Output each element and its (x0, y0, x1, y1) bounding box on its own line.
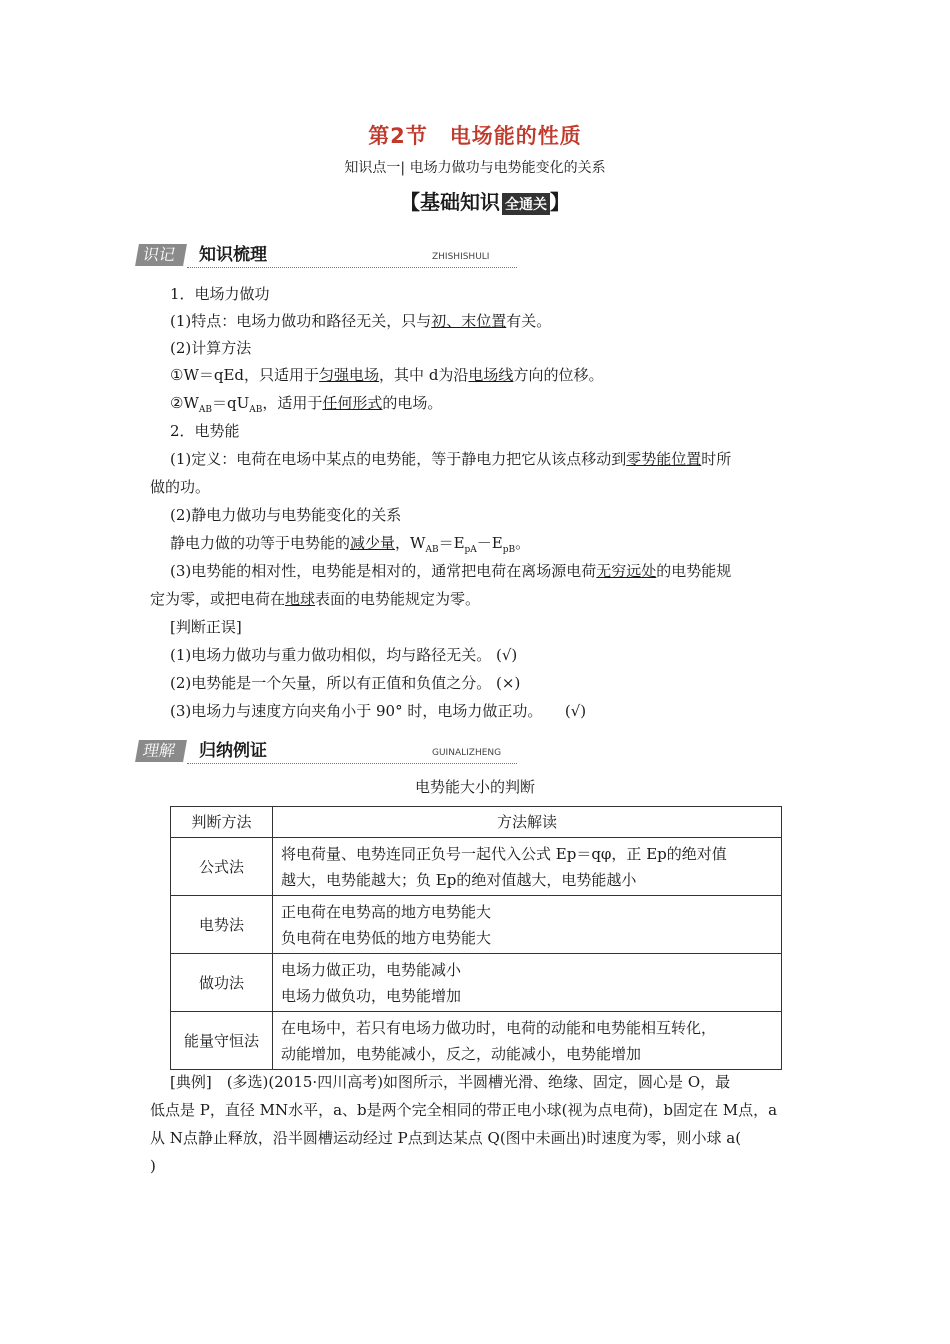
table-header: 判断方法 (171, 807, 273, 838)
text-line: (1)特点：电场力做功和路径无关，只与初、末位置有关。 (170, 312, 552, 330)
table-cell-method: 公式法 (171, 838, 273, 896)
section-name: 归纳例证 (199, 741, 267, 761)
table-cell-desc: 正电荷在电势高的地方电势能大 负电荷在电势低的地方电势能大 (273, 896, 782, 954)
table-cell-method: 电势法 (171, 896, 273, 954)
text-line: (2)计算方法 (170, 339, 252, 357)
text-line: $②W_{AB}=qU_{AB}$，适用于任何形式的电场。 (170, 394, 443, 415)
judgement-item: (2)电势能是一个矢量，所以有正值和负值之分。 (×) (170, 674, 521, 692)
section-divider (187, 763, 517, 764)
example-line: 低点是 P，直径 MN水平，a、b是两个完全相同的带正电小球(视为点电荷)，b固定在 M点，a (150, 1101, 778, 1119)
text-line: (2)静电力做功与电势能变化的关系 (170, 506, 402, 524)
table-header: 方法解读 (273, 807, 782, 838)
table-row (171, 838, 782, 896)
section-name: 知识梳理 (199, 245, 267, 265)
table-caption: 电势能大小的判断 (414, 778, 535, 796)
text-line: (3)电势能的相对性，电势能是相对的，通常把电荷在离场源电荷无穷远处的电势能规 (170, 562, 732, 580)
table-header-row (171, 807, 782, 838)
badge-end: 】 (550, 190, 570, 214)
knowledge-point-subtitle: 知识点一| 电场力做功与电势能变化的关系 (344, 160, 606, 176)
example-line: ) (150, 1157, 156, 1175)
table-cell-desc: 电场力做正功，电势能减小 电场力做负功，电势能增加 (273, 954, 782, 1012)
text-line: 2．电势能 (170, 422, 240, 440)
example-line: 从 N点静止释放，沿半圆槽运动经过 P点到达某点 Q(图中未画出)时速度为零，则小球 a( (150, 1129, 742, 1147)
text-line: 静电力做的功等于电势能的减少量，$W_{AB}=E_{pA}-E_{pB}$。 (170, 534, 531, 555)
text-line: (1)定义：电荷在电场中某点的电势能，等于静电力把它从该点移动到零势能位置时所 (170, 450, 732, 468)
section-header-examples (137, 740, 537, 762)
table-row (171, 896, 782, 954)
text-line: 做的功。 (150, 478, 211, 496)
table-cell-desc: 在电场中，若只有电场力做功时，电荷的动能和电势能相互转化， 动能增加，电势能减小，反之，动能减小，电势能增加 (273, 1012, 782, 1070)
judgement-item: (1)电场力做功与重力做功相似，均与路径无关。 (√) (170, 646, 518, 664)
table-cell-method: 做功法 (171, 954, 273, 1012)
badge-box: 全通关 (502, 193, 550, 215)
text-line: [判断正误] (170, 618, 242, 636)
table-cell-desc: 将电荷量、电势连同正负号一起代入公式 Ep＝qφ，正 Ep的绝对值 越大，电势能越大；负 Ep的绝对值越大，电势能越小 (273, 838, 782, 896)
section-pinyin: ZHISHISHULI (432, 252, 490, 262)
judgement-item: (3)电场力与速度方向夹角小于 90° 时，电场力做正功。 (√) (170, 702, 587, 720)
badge-main: 【基础知识 (400, 190, 500, 214)
section-divider (187, 267, 517, 268)
table-cell-method: 能量守恒法 (171, 1012, 273, 1070)
table-row (171, 1012, 782, 1070)
section-tag: 识记 (135, 244, 187, 266)
page-title: 第2节 电场能的性质 (368, 124, 582, 148)
example-line: [典例] (多选)(2015·四川高考)如图所示，半圆槽光滑、绝缘、固定，圆心是 O，最 (170, 1073, 731, 1091)
text-line: 定为零，或把电荷在地球表面的电势能规定为零。 (150, 590, 481, 608)
text-line: ①W＝qEd，只适用于匀强电场，其中 d为沿电场线方向的位移。 (170, 366, 604, 384)
text-line: 1．电场力做功 (170, 285, 270, 303)
section-pinyin: GUINALIZHENG (432, 748, 502, 758)
table-row (171, 954, 782, 1012)
section-tag: 理解 (135, 740, 187, 762)
section-header-knowledge (137, 244, 537, 266)
basic-knowledge-badge (380, 186, 590, 220)
potential-energy-table (170, 806, 782, 1070)
